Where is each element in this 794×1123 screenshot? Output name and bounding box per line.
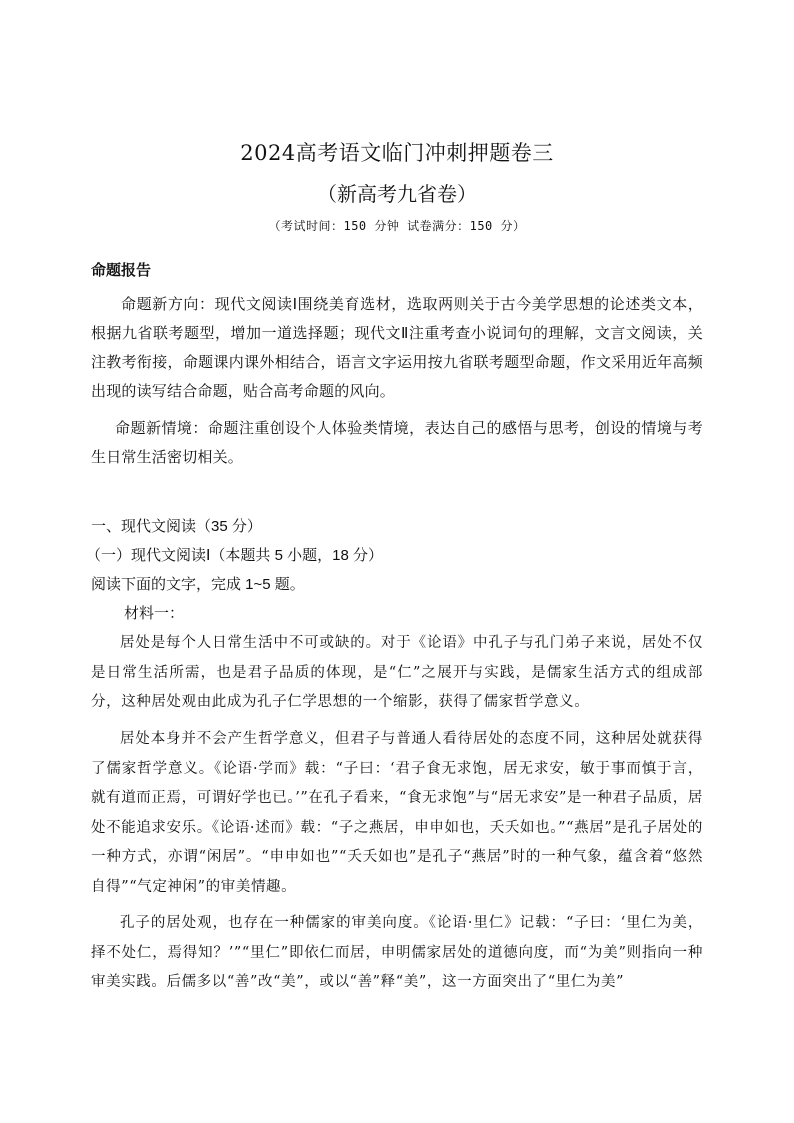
report-paragraph-context: 命题新情境：命题注重创设个人体验类情境，表达自己的感悟与思考，创设的情境与考生日常生活密切相关。 [91,420,703,466]
exam-info: （考试时间：150 分钟 试卷满分：150 分） [268,219,526,233]
reading-instruction: 阅读下面的文字，完成 1~5 题。 [91,576,305,593]
material-paragraph: 居处本身并不会产生哲学意义，但君子与普通人看待居处的态度不同，这种居处就获得了儒家哲学意义。《论语·学而》载：“子曰：‘君子食无求饱，居无求安，敏于事而慎于言，就有道而正焉，可谓好学也已。’”在孔子看来，“食无求饱”与“居无求安”是一种君子品质，居处不能追求安乐。《论语·述而》载：“子之燕居，申申如也，夭夭如也。”“燕居”是孔子居处的一种方式，亦谓“闲居”。“申申如也”“夭夭如也”是孔子“燕居”时的一种气象，蕴含着“悠然自得”“气定神闲”的审美情趣。 [91,731,703,895]
subsection-heading: （一）现代文阅读Ⅰ（本题共 5 小题，18 分） [86,547,383,564]
material-label: 材料一： [124,605,185,622]
exam-subtitle: （新高考九省卷） [317,182,477,206]
material-paragraph: 孔子的居处观，也存在一种儒家的审美向度。《论语·里仁》记载：“子曰：‘里仁为美，择不处仁，焉得知？’”“里仁”即依仁而居，申明儒家居处的道德向度，而“为美”则指向一种审美实践。后儒多以“善”改“美”，或以“善”释“美”，这一方面突出了“里仁为美” [91,915,703,990]
material-paragraph: 居处是每个人日常生活中不可或缺的。对于《论语》中孔子与孔门弟子来说，居处不仅是日常生活所需，也是君子品质的体现，是“仁”之展开与实践，是儒家生活方式的组成部分，这种居处观由此成为孔子仁学思想的一个缩影，获得了儒家哲学意义。 [91,635,703,710]
exam-title: 2024高考语文临门冲刺押题卷三 [240,141,554,165]
report-heading: 命题报告 [91,262,152,279]
report-paragraph-direction: 命题新方向：现代文阅读Ⅰ围绕美育选材，选取两则关于古今美学思想的论述类文本，根据九省联考题型，增加一道选择题；现代文Ⅱ注重考查小说词句的理解，文言文阅读，关注教考衔接，命题课内课外相结合，语言文字运用按九省联考题型命题，作文采用近年高频出现的读写结合命题，贴合高考命题的风向。 [91,296,703,400]
section-heading: 一、现代文阅读（35 分） [91,518,262,535]
